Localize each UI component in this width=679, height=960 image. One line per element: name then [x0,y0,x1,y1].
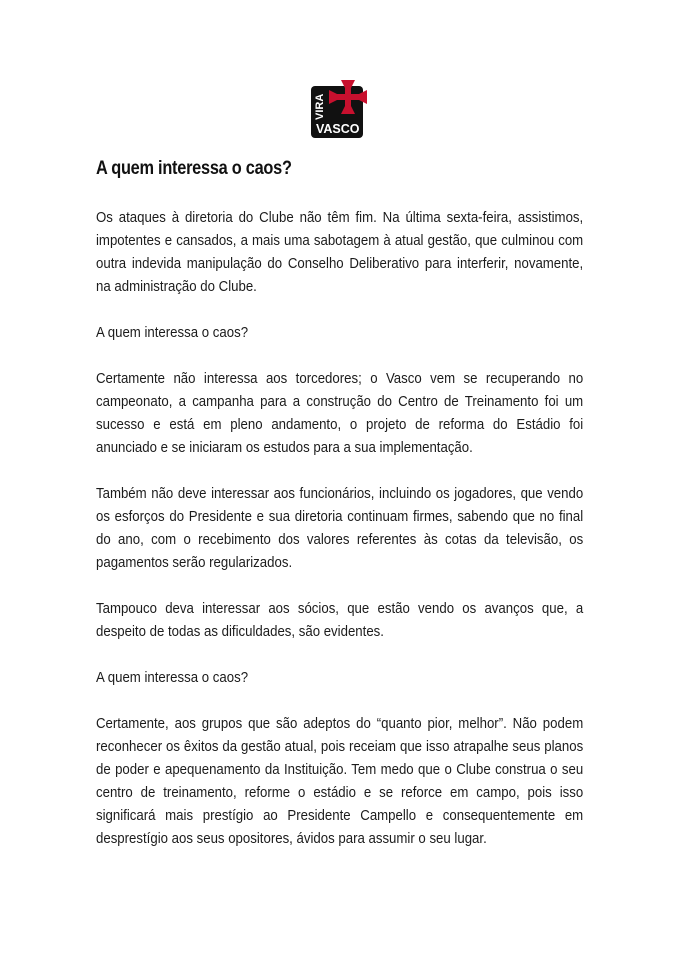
page-title: A quem interessa o caos? [96,158,292,179]
paragraph: A quem interessa o caos? [96,669,249,686]
paragraph: Os ataques à diretoria do Clube não têm fim. Na última sexta-feira, assistimos, impotentes e cansados, a mais uma sabotagem à atual gestão, que culminou com outra indevida manipulação do Conselho Deliberativo para interferir, novamente, na administração do Clube. [96,209,584,295]
paragraph: A quem interessa o caos? [96,324,249,341]
paragraph: Certamente, aos grupos que são adeptos do “quanto pior, melhor”. Não podem reconhecer os êxitos da gestão atual, pois receiam que isso atrapalhe seus planos de poder e apequenamento da Instituição. Tem medo que o Clube construa o seu centro de treinamento, reforme o estádio e se reforce em campo, pois isso significará mais prestígio ao Presidente Campello e consequentemente em desprestígio aos seus opositores, ávidos para assumir o seu lugar. [96,715,584,847]
paragraph: Tampouco deva interessar aos sócios, que estão vendo os avanços que, a despeito de todas as dificuldades, são evidentes. [96,600,584,640]
vira-vasco-logo [311,80,369,138]
article-body [96,206,583,873]
paragraph: Também não deve interessar aos funcionários, incluindo os jogadores, que vendo os esforços do Presidente e sua diretoria continuam firmes, sabendo que no final do ano, com o recebimento dos valores referentes às cotas da televisão, os pagamentos serão regularizados. [96,485,584,571]
logo-text-vasco: VASCO [316,122,360,136]
vira-vasco-logo-graphic [311,80,369,138]
logo-text-vira: VIRA [314,93,326,120]
paragraph: Certamente não interessa aos torcedores; o Vasco vem se recuperando no campeonato, a campanha para a construção do Centro de Treinamento foi um sucesso e está em pleno andamento, o projeto de reforma do Estádio foi anunciado e se iniciaram os estudos para a sua implementação. [96,370,584,456]
